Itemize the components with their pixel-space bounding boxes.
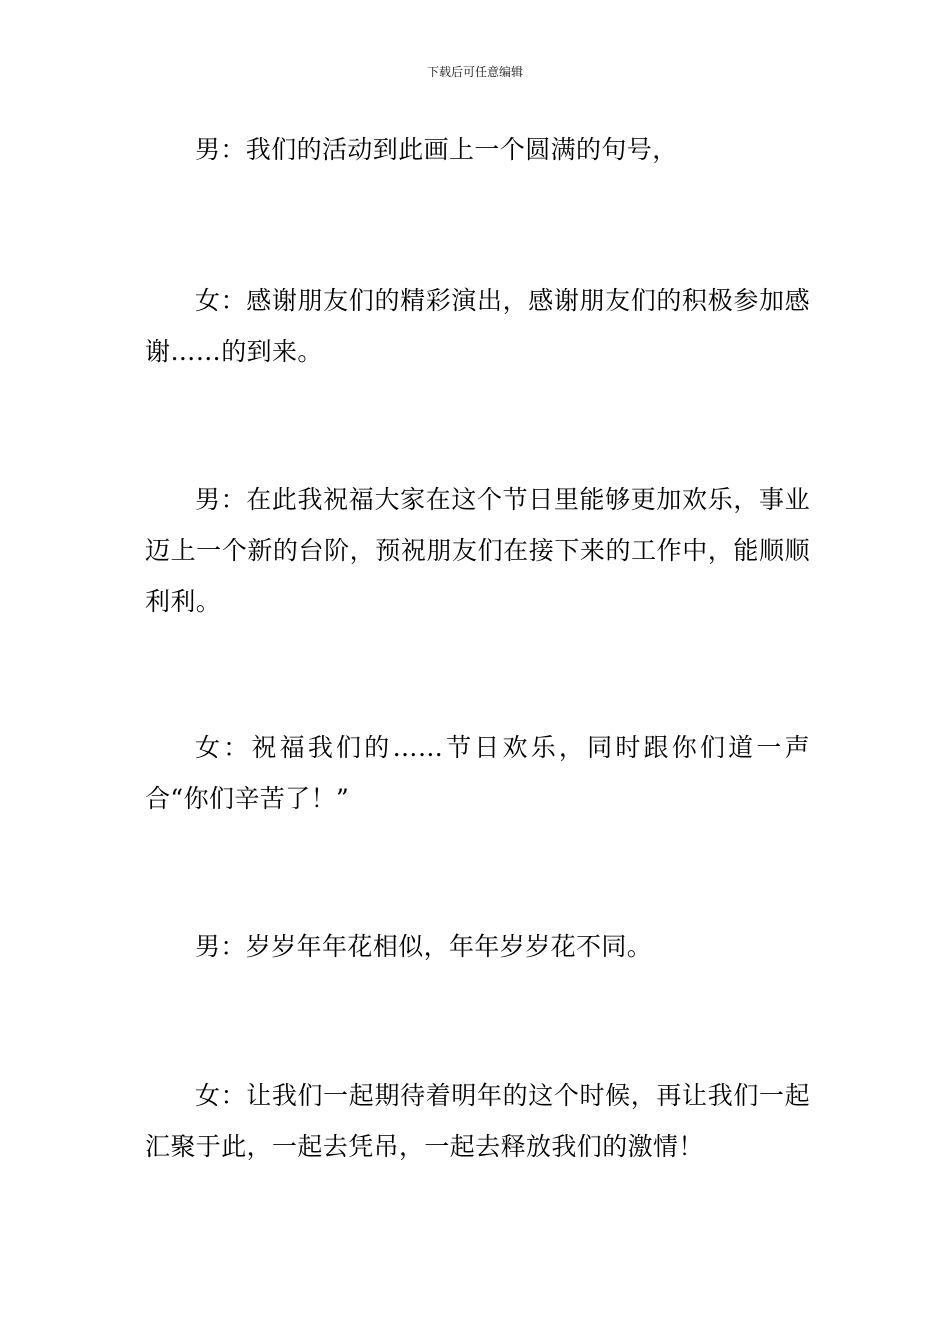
dialogue-paragraph: 女：感谢朋友们的精彩演出，感谢朋友们的积极参加感谢……的到来。 [145,286,810,366]
dialogue-paragraph: 男：岁岁年年花相似，年年岁岁花不同。 [195,932,653,961]
dialogue-paragraph: 男：我们的活动到此画上一个圆满的句号， [195,135,678,164]
dialogue-paragraph: 女：让我们一起期待着明年的这个时候，再让我们一起汇聚于此，一起去凭吊，一起去释放我们的激情！ [145,1081,810,1161]
page-header-note: 下载后可任意编辑 [426,65,523,79]
dialogue-paragraph: 女：祝福我们的……节日欢乐，同时跟你们道一声合“你们辛苦了！” [145,733,810,813]
dialogue-paragraph: 男：在此我祝福大家在这个节日里能够更加欢乐，事业迈上一个新的台阶，预祝朋友们在接下来的工作中，能顺顺利利。 [145,485,810,616]
